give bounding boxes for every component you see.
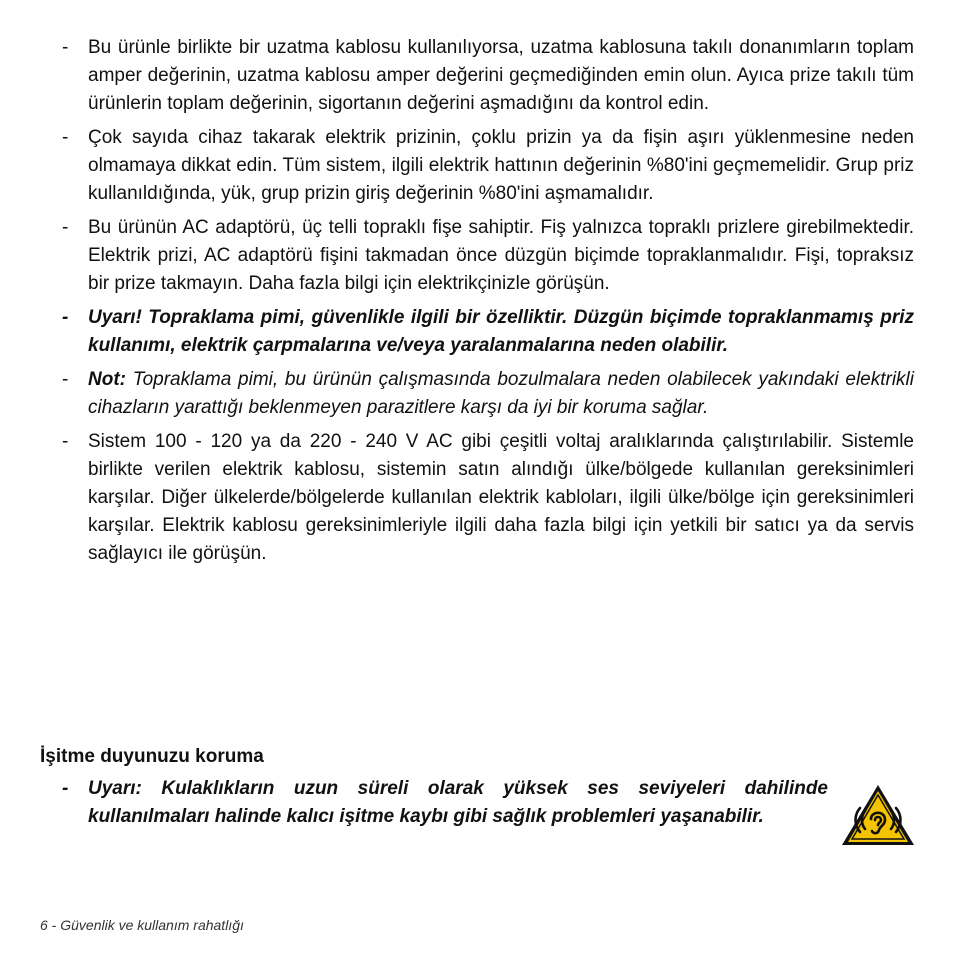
note-label: Not: [88,369,126,390]
safety-bullet-list [0,34,954,574]
hearing-warning-item [62,775,828,831]
bullet-text: Bu ürünün AC adaptörü, üç telli topraklı fişe sahiptir. Fiş yalnızca topraklı prizlere girebilmektedir. Elektrik prizi, AC adaptörü fişini takmadan önce düzgün biçimde topraklanmalıdır. Fişi, topraksız bir prize takmayın. Daha fazla bilgi için elektrikçinizle görüşün. [88,217,914,294]
bullet-dash: - [62,217,69,238]
note-text: Topraklama pimi, bu ürünün çalışmasında bozulmalara neden olabilecek yakındaki elektrikli cihazların yarattığı beklenmeyen parazitlere karşı da iyi bir koruma sağlar. [88,369,914,418]
list-item [62,428,914,568]
warning-text: Uyarı! Topraklama pimi, güvenlikle ilgili bir özelliktir. Düzgün biçimde topraklanmamış priz kullanımı, elektrik çarpmalarına ve/veya yaralanmalarına neden olabilir. [88,307,914,356]
warning-item [62,304,914,360]
bullet-text: Çok sayıda cihaz takarak elektrik prizinin, çoklu prizin ya da fişin aşırı yüklenmesine neden olmamaya dikkat edin. Tüm sistem, ilgili elektrik hattının değerinin %80'ini geçmemelidir. Grup priz kullanıldığında, yük, grup prizin giriş değerinin %80'ini aşmamalıdır. [88,127,914,204]
bullet-dash: - [62,127,69,148]
bullet-dash: - [62,369,69,390]
list-item [62,214,914,298]
bullet-dash: - [62,307,69,328]
bullet-text: Sistem 100 - 120 ya da 220 - 240 V AC gibi çeşitli voltaj aralıklarında çalıştırılabilir. Sistemle birlikte verilen elektrik kablosu, sistemin satın alındığı ülke/bölgede kullanılan gereksinimleri karşılar. Diğer ülkelerde/bölgelerde kullanılan elektrik kabloları, ilgili ülke/bölge için gereksinimleri karşılar. Elektrik kablosu gereksinimleriyle ilgili daha fazla bilgi için yetkili bir satıcı ya da servis sağlayıcı ile görüşün. [88,431,914,564]
hearing-warning-text: Uyarı: Kulaklıkların uzun süreli olarak yüksek ses seviyeleri dahilinde kullanılmaları halinde kalıcı işitme kaybı gibi sağlık problemleri yaşanabilir. [88,778,828,827]
list-item [62,34,914,118]
bullet-dash: - [62,37,69,58]
note-item [62,366,914,422]
list-item [62,124,914,208]
note-text-block [88,366,914,422]
bullet-dash: - [62,431,69,452]
section-heading: İşitme duyunuzu koruma [40,746,264,767]
bullet-dash: - [62,778,69,799]
bullet-text: Bu ürünle birlikte bir uzatma kablosu kullanılıyorsa, uzatma kablosuna takılı donanımların toplam amper değerinin, uzatma kablosu amper değerini geçmediğinden emin olun. Ayıca prize takılı tüm ürünlerin toplam değerinin, sigortanın değerini aşmadığını da kontrol edin. [88,37,914,114]
page-footer: 6 - Güvenlik ve kullanım rahatlığı [40,917,244,933]
hearing-hazard-warning-icon [840,783,916,847]
